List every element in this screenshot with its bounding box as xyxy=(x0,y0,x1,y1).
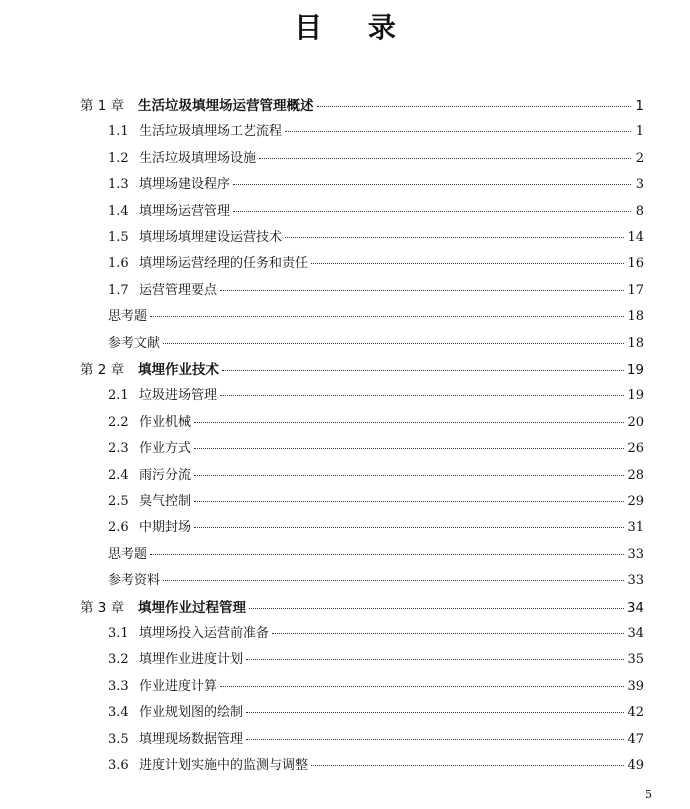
toc-entry-number: 1.5 xyxy=(108,230,129,245)
toc-entry-title: 作业进度计算 xyxy=(139,678,218,694)
dot-leader xyxy=(194,448,624,449)
dot-leader xyxy=(311,765,624,766)
toc-entry-title: 填埋作业进度计划 xyxy=(139,652,244,668)
dot-leader xyxy=(246,739,624,740)
toc-page-number: 33 xyxy=(627,573,644,589)
toc-extra xyxy=(108,573,644,589)
toc-chapter xyxy=(80,362,644,378)
toc-page-number: 49 xyxy=(627,758,644,773)
toc-page-number: 3 xyxy=(635,177,644,193)
toc-entry-number: 3.2 xyxy=(108,652,129,668)
toc-page-number: 1 xyxy=(635,124,644,140)
toc-page-number: 16 xyxy=(627,256,644,272)
toc-entry-title: 思考题 xyxy=(108,546,148,562)
toc-entry-number: 3.1 xyxy=(108,626,129,641)
dot-leader xyxy=(317,106,632,107)
dot-leader xyxy=(249,608,624,609)
toc-entry-title: 生活垃圾填埋场运营管理概述 xyxy=(138,98,314,114)
dot-leader xyxy=(285,131,631,132)
toc-section xyxy=(108,204,644,220)
toc-section xyxy=(108,388,644,404)
toc-page-number: 20 xyxy=(627,414,644,430)
toc-page-number: 1 xyxy=(635,98,644,114)
toc-entry-number: 1.7 xyxy=(108,282,129,298)
dot-leader xyxy=(246,712,624,713)
toc-entry-title: 思考题 xyxy=(108,309,148,325)
toc-entry-number: 2.2 xyxy=(108,414,129,430)
toc-section xyxy=(108,441,644,457)
toc-page-number: 35 xyxy=(627,652,644,668)
toc-entry-number: 2.1 xyxy=(108,388,129,404)
dot-leader xyxy=(259,158,631,159)
dot-leader xyxy=(285,237,624,238)
toc-entry-title: 作业方式 xyxy=(139,441,192,457)
dot-leader xyxy=(194,527,624,528)
page-title: 目 录 xyxy=(294,11,414,44)
toc-page-number: 29 xyxy=(627,494,644,509)
toc-entry-title: 雨污分流 xyxy=(139,467,192,483)
toc-entry-title: 填埋场投入运营前准备 xyxy=(139,626,270,641)
toc-entry-title: 作业规划图的绘制 xyxy=(139,705,244,721)
toc-entry-title: 填埋场运营管理 xyxy=(139,203,231,219)
toc-page-number: 19 xyxy=(627,388,644,404)
toc-entry-number: 3.4 xyxy=(108,705,129,721)
dot-leader xyxy=(220,290,624,291)
toc-entry-number: 2.4 xyxy=(108,467,129,483)
toc-extra xyxy=(108,547,644,563)
toc-page-number: 2 xyxy=(635,150,644,166)
toc-entry-number: 1.3 xyxy=(108,177,129,193)
toc-chapter xyxy=(80,98,644,114)
toc-entry-number: 2.5 xyxy=(108,494,129,509)
toc-section xyxy=(108,124,644,140)
toc-page-number: 47 xyxy=(627,731,644,747)
toc-entry-title: 臭气控制 xyxy=(139,494,192,509)
toc-entry-number: 3.5 xyxy=(108,731,129,747)
toc-section xyxy=(108,758,644,774)
toc-entry-number: 3.3 xyxy=(108,678,129,694)
dot-leader xyxy=(222,370,624,371)
toc-entry-number: 第 1 章 xyxy=(80,98,125,114)
toc-section xyxy=(108,151,644,167)
toc-page-number: 18 xyxy=(627,309,644,325)
toc-extra xyxy=(108,336,644,352)
dot-leader xyxy=(194,422,624,423)
toc-page-number: 18 xyxy=(627,335,644,351)
toc-section xyxy=(108,256,644,272)
toc-section xyxy=(108,626,644,642)
toc-entry-title: 生活垃圾填埋场设施 xyxy=(139,150,257,166)
toc-entry-title: 填埋场运营经理的任务和责任 xyxy=(139,256,309,272)
toc-entry-number: 第 2 章 xyxy=(80,362,125,378)
toc-entry-title: 填埋作业技术 xyxy=(138,362,219,378)
toc-entry-title: 垃圾进场管理 xyxy=(139,388,218,404)
toc-entry-title: 运营管理要点 xyxy=(139,282,218,298)
toc-entry-number: 2.3 xyxy=(108,441,129,457)
toc-entry-title: 填埋现场数据管理 xyxy=(139,731,244,747)
toc-page-number: 8 xyxy=(635,203,644,219)
toc-entry-number: 1.2 xyxy=(108,150,129,166)
toc-page-number: 39 xyxy=(627,678,644,694)
toc-page-number: 34 xyxy=(626,599,644,616)
toc-page-number: 28 xyxy=(627,467,644,483)
toc-entry-number: 2.6 xyxy=(108,520,129,536)
dot-leader xyxy=(246,659,624,660)
toc-page-number: 14 xyxy=(627,230,644,245)
toc-extra xyxy=(108,309,644,325)
toc-entry-number: 第 3 章 xyxy=(80,599,125,616)
toc-section xyxy=(108,732,644,748)
toc-section xyxy=(108,415,644,431)
toc-entry-number: 3.6 xyxy=(108,758,129,773)
dot-leader xyxy=(220,395,624,396)
toc-entry-title: 参考文献 xyxy=(108,335,161,351)
toc-section xyxy=(108,177,644,193)
toc-entry-title: 参考资料 xyxy=(108,573,161,589)
dot-leader xyxy=(163,580,624,581)
toc-entry-title: 填埋场填埋建设运营技术 xyxy=(139,230,283,245)
toc-section xyxy=(108,468,644,484)
toc-section xyxy=(108,230,644,246)
dot-leader xyxy=(233,211,631,212)
toc-page-number: 42 xyxy=(627,705,644,721)
toc-page-number: 33 xyxy=(627,546,644,562)
toc-entry-number: 1.1 xyxy=(108,124,129,140)
toc-entry-title: 填埋场建设程序 xyxy=(139,177,231,193)
dot-leader xyxy=(233,184,631,185)
toc-page-number: 26 xyxy=(627,441,644,457)
toc-section xyxy=(108,494,644,510)
toc-entry-number: 1.6 xyxy=(108,256,129,272)
toc-page-number: 19 xyxy=(626,362,644,378)
dot-leader xyxy=(311,263,624,264)
toc-entry-title: 中期封场 xyxy=(139,520,192,536)
toc-entry-title: 填埋作业过程管理 xyxy=(138,599,246,616)
toc-section xyxy=(108,679,644,695)
toc-page-number: 31 xyxy=(627,520,644,536)
toc-entry-title: 作业机械 xyxy=(139,414,192,430)
dot-leader xyxy=(150,316,624,317)
dot-leader xyxy=(194,501,624,502)
toc-section xyxy=(108,652,644,668)
toc-entry-title: 生活垃圾填埋场工艺流程 xyxy=(139,124,283,140)
toc-entry-title: 进度计划实施中的监测与调整 xyxy=(139,758,309,773)
toc-page-number: 17 xyxy=(627,282,644,298)
toc-section xyxy=(108,520,644,536)
dot-leader xyxy=(272,633,624,634)
dot-leader xyxy=(150,554,624,555)
toc-page-number: 34 xyxy=(627,626,644,641)
toc-entry-number: 1.4 xyxy=(108,203,129,219)
toc-section xyxy=(108,705,644,721)
toc-section xyxy=(108,283,644,299)
dot-leader xyxy=(220,686,624,687)
dot-leader xyxy=(194,475,624,476)
dot-leader xyxy=(163,343,624,344)
toc-chapter xyxy=(80,600,644,616)
page-number: 5 xyxy=(645,788,652,801)
